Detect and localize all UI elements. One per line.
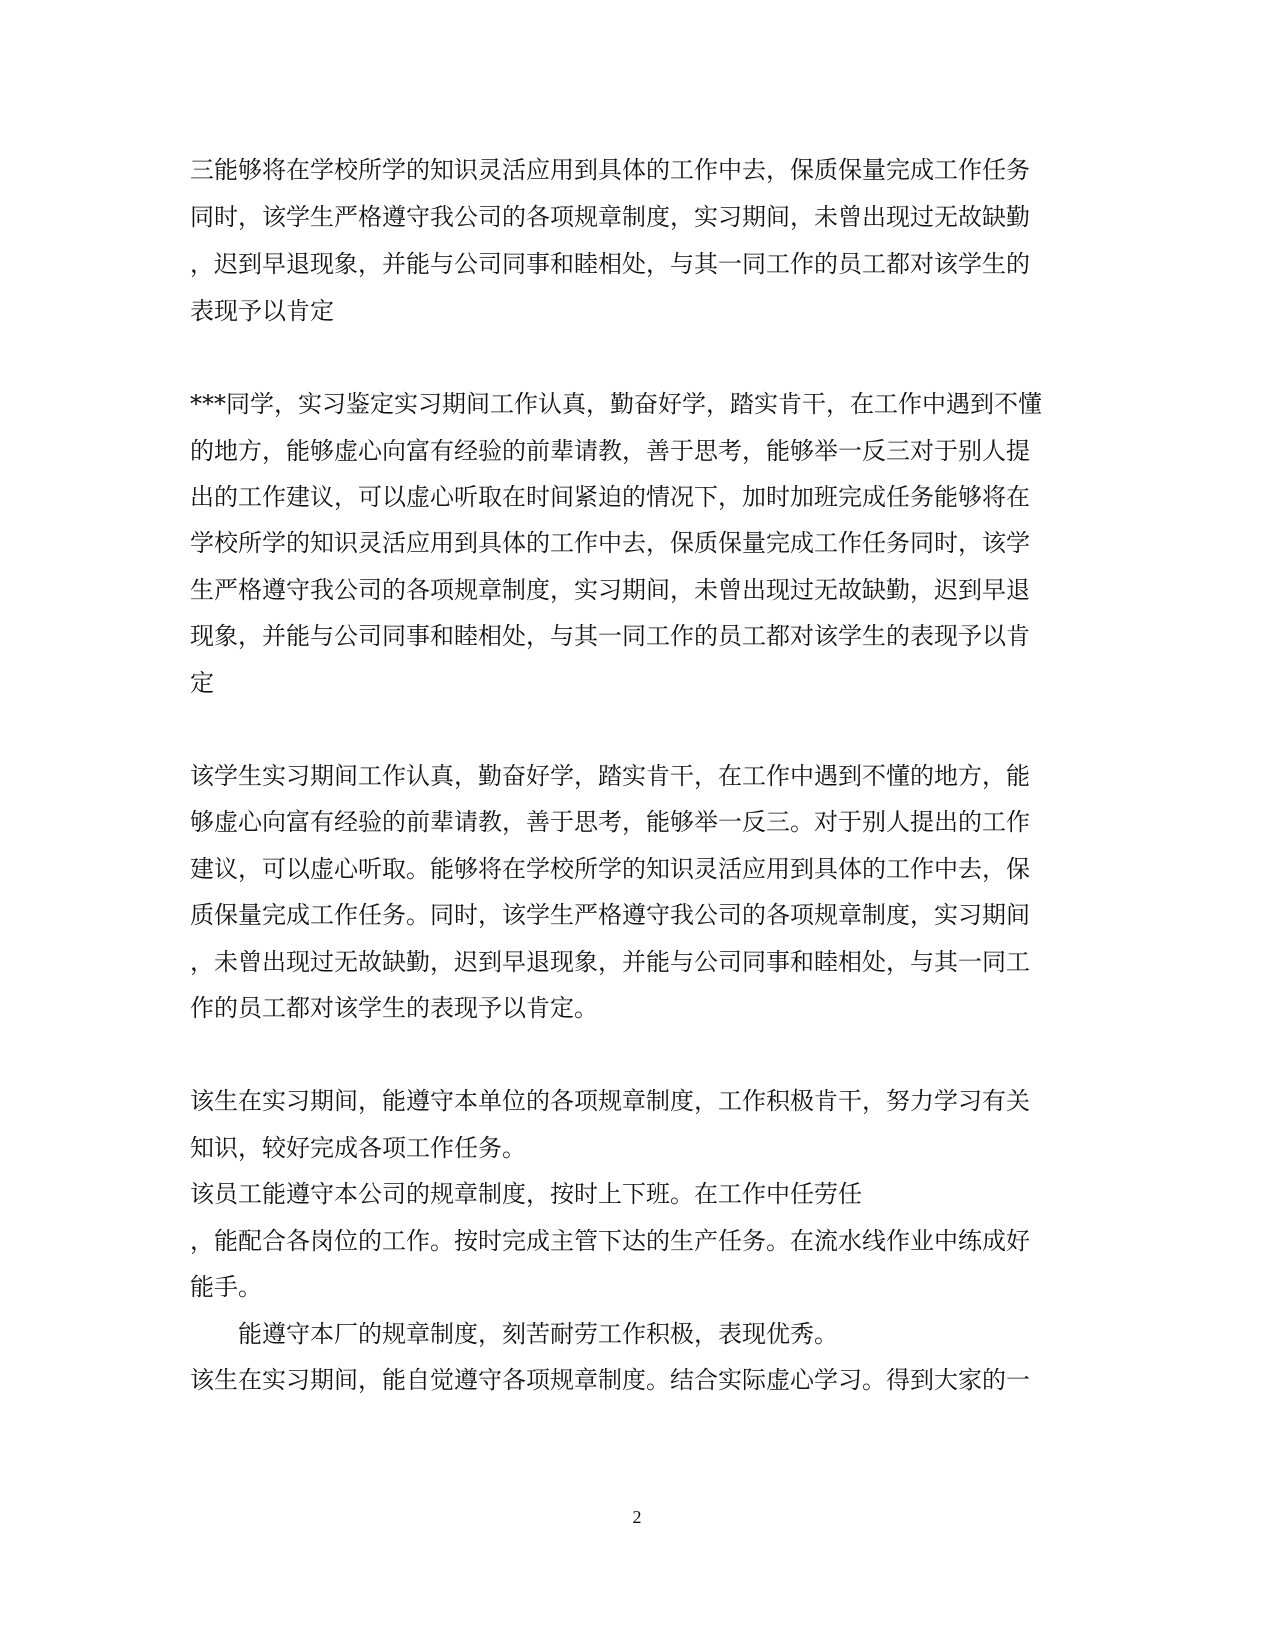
text-line: ，迟到早退现象，并能与公司同事和睦相处，与其一同工作的员工都对该学生的 [190, 250, 1030, 278]
text-line: 该员工能遵守本公司的规章制度，按时上下班。在工作中任劳任 [190, 1180, 862, 1208]
text-line: 出的工作建议，可以虚心听取在时间紧迫的情况下，加时加班完成任务能够将在 [190, 483, 1030, 511]
text-line: 现象，并能与公司同事和睦相处，与其一同工作的员工都对该学生的表现予以肯 [190, 622, 1030, 650]
text-line: 的地方，能够虚心向富有经验的前辈请教，善于思考，能够举一反三对于别人提 [190, 437, 1030, 465]
text-line: 建议，可以虚心听取。能够将在学校所学的知识灵活应用到具体的工作中去，保 [190, 855, 1030, 883]
text-line: 定 [190, 669, 214, 697]
text-line: 知识，较好完成各项工作任务。 [190, 1134, 526, 1162]
text-line: 生严格遵守我公司的各项规章制度，实习期间，未曾出现过无故缺勤，迟到早退 [190, 576, 1030, 604]
text-line: 该生在实习期间，能遵守本单位的各项规章制度，工作积极肯干，努力学习有关 [190, 1087, 1030, 1115]
text-line: ，能配合各岗位的工作。按时完成主管下达的生产任务。在流水线作业中练成好 [190, 1227, 1030, 1255]
text-line: 作的员工都对该学生的表现予以肯定。 [190, 994, 598, 1022]
text-line: 同时，该学生严格遵守我公司的各项规章制度，实习期间，未曾出现过无故缺勤 [190, 203, 1030, 231]
text-line: 够虚心向富有经验的前辈请教，善于思考，能够举一反三。对于别人提出的工作 [190, 808, 1030, 836]
page-number: 2 [632, 1507, 642, 1527]
text-line: 学校所学的知识灵活应用到具体的工作中去，保质保量完成工作任务同时，该学 [190, 529, 1030, 557]
text-line-indented: 能遵守本厂的规章制度，刻苦耐劳工作积极，表现优秀。 [238, 1320, 838, 1348]
text-line: 质保量完成工作任务。同时，该学生严格遵守我公司的各项规章制度，实习期间 [190, 901, 1030, 929]
text-line: 三能够将在学校所学的知识灵活应用到具体的工作中去，保质保量完成工作任务 [190, 156, 1030, 184]
text-line: 能手。 [190, 1273, 262, 1301]
text-line: 该学生实习期间工作认真，勤奋好学，踏实肯干，在工作中遇到不懂的地方，能 [190, 762, 1030, 790]
text-line: 表现予以肯定 [190, 297, 334, 325]
text-line: ，未曾出现过无故缺勤，迟到早退现象，并能与公司同事和睦相处，与其一同工 [190, 948, 1030, 976]
text-line: 该生在实习期间，能自觉遵守各项规章制度。结合实际虚心学习。得到大家的一 [190, 1366, 1030, 1394]
text-line: ***同学，实习鉴定实习期间工作认真，勤奋好学，踏实肯干，在工作中遇到不懂 [190, 390, 1042, 418]
